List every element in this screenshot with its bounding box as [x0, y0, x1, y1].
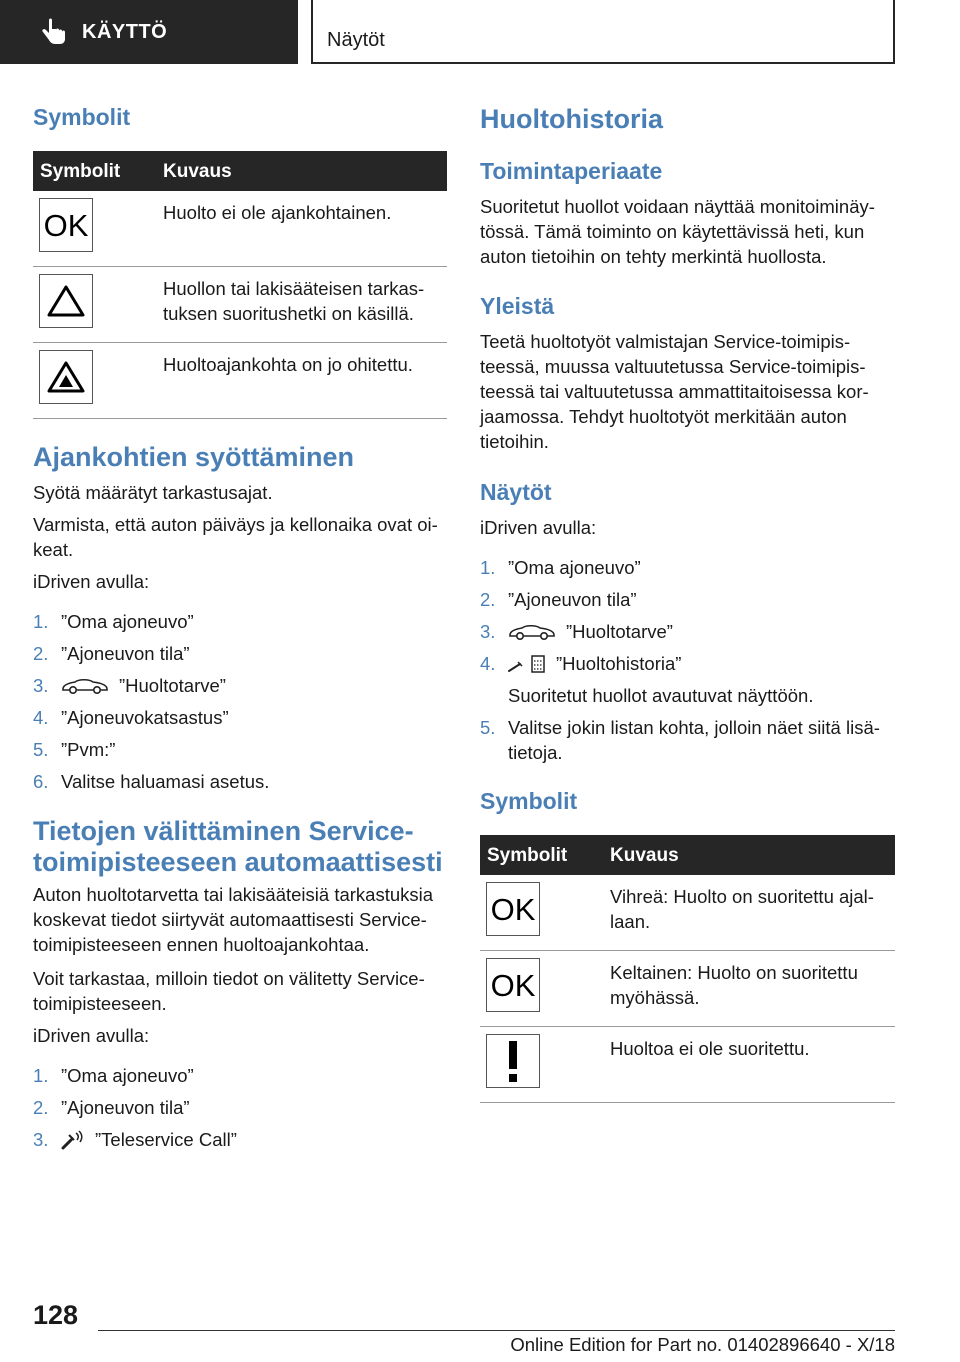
- paragraph: Voit tarkastaa, milloin tiedot on välitetty Service- toimipisteeseen.: [33, 968, 425, 1014]
- table-row: [33, 191, 447, 267]
- symbols-table-left: [33, 151, 447, 419]
- list-item: tietoja.: [508, 742, 563, 763]
- table-row: [33, 343, 447, 419]
- ok-icon: [39, 198, 93, 252]
- paragraph: iDriven avulla:: [33, 1025, 150, 1046]
- pointing-hand-icon: [38, 17, 68, 47]
- list-item: 1. ”Oma ajoneuvo”: [33, 1065, 194, 1086]
- col-symbol-header: Symbolit: [487, 845, 568, 866]
- header-section-label: Näytöt: [327, 29, 385, 51]
- service-history-icon: [508, 653, 546, 675]
- paragraph: Auton huoltotarvetta tai lakisääteisiä tarkastuksia koskevat tiedot siirtyvät automaattisesti Service- toimipisteeseen ennen huoltoajankohtaa.: [33, 884, 434, 955]
- overdue-triangle-icon: [39, 350, 93, 404]
- heading-principle: Toimintaperiaate: [480, 158, 663, 184]
- list-item: 5. Valitse jokin listan kohta, jolloin näet siitä lisä-: [480, 717, 880, 738]
- table-header: [480, 835, 895, 875]
- table-row-desc: Huolto ei ole ajankohtainen.: [163, 202, 392, 223]
- list-item: 6. Valitse haluamasi asetus.: [33, 771, 270, 792]
- list-item: 1. ”Oma ajoneuvo”: [480, 557, 641, 578]
- svg-text:OK: OK: [43, 208, 89, 243]
- wrench-signal-icon: [61, 1130, 85, 1150]
- paragraph: iDriven avulla:: [480, 517, 597, 538]
- table-row: [480, 951, 895, 1027]
- list-item: 3. ”Teleservice Call”: [33, 1129, 237, 1150]
- list-item: 2. ”Ajoneuvon tila”: [33, 1097, 190, 1118]
- table-row: [33, 267, 447, 343]
- steps-list: [33, 1063, 447, 1159]
- heading-displays: Näytöt: [480, 479, 552, 505]
- table-row: [480, 1027, 895, 1103]
- list-item: 3. ”Huoltotarve”: [480, 621, 673, 642]
- list-item: 3. ”Huoltotarve”: [33, 675, 226, 696]
- car-icon: [508, 623, 556, 641]
- header-tab: [0, 0, 298, 64]
- heading-general: Yleistä: [480, 293, 555, 319]
- svg-text:OK: OK: [490, 968, 536, 1003]
- footer-divider: [98, 1330, 895, 1331]
- header-tab-label: KÄYTTÖ: [82, 20, 168, 43]
- col-desc-header: Kuvaus: [610, 845, 679, 866]
- table-row-desc: Vihreä: Huolto on suoritettu ajal- laan.: [610, 886, 874, 932]
- steps-list: [33, 609, 447, 801]
- table-row: [480, 875, 895, 951]
- symbols-heading-left: Symbolit: [33, 104, 131, 130]
- car-icon: [61, 677, 109, 695]
- section-title-teleservice: Tietojen välittäminen Service- toimipisteeseen automaattisesti: [33, 816, 443, 877]
- list-item: 4. ”Ajoneuvokatsastus”: [33, 707, 229, 728]
- list-item: 5. ”Pvm:”: [33, 739, 116, 760]
- paragraph: Varmista, että auton päiväys ja kellonaika ovat oi- keat.: [33, 514, 438, 560]
- exclamation-icon: [486, 1034, 540, 1088]
- section-title-dates: Ajankohtien syöttäminen: [33, 442, 355, 472]
- paragraph: Teetä huoltotyöt valmistajan Service-toimipis- teessä, muussa valtuutetussa Service-toimipis- teessä tai valtuutetussa ammattitaitoisessa kor- jaamossa. Tehdyt huoltotyöt merkitään auton tietoihin.: [480, 331, 869, 452]
- list-item: 2. ”Ajoneuvon tila”: [33, 643, 190, 664]
- page-title: Huoltohistoria: [480, 104, 663, 134]
- table-row-desc: Keltainen: Huolto on suoritettu myöhässä.: [610, 962, 858, 1008]
- list-item: 2. ”Ajoneuvon tila”: [480, 589, 637, 610]
- svg-text:OK: OK: [490, 892, 536, 927]
- col-symbol-header: Symbolit: [40, 161, 121, 182]
- steps-list: [480, 555, 895, 772]
- list-item: Suoritetut huollot avautuvat näyttöön.: [508, 685, 814, 706]
- table-row-desc: Huoltoa ei ole suoritettu.: [610, 1038, 810, 1059]
- page-number: 128: [33, 1300, 79, 1330]
- ok-icon: [486, 958, 540, 1012]
- list-item: 4. ”Huoltohistoria”: [480, 653, 682, 674]
- col-desc-header: Kuvaus: [163, 161, 232, 182]
- edition-text: Online Edition for Part no. 01402896640 - X/18: [510, 1334, 895, 1355]
- warning-triangle-icon: [39, 274, 93, 328]
- table-header: [33, 151, 447, 191]
- symbols-heading-right: Symbolit: [480, 788, 578, 814]
- table-row-desc: Huollon tai lakisääteisen tarkas- tuksen suoritushetki on käsillä.: [163, 278, 425, 324]
- list-item: 1. ”Oma ajoneuvo”: [33, 611, 194, 632]
- symbols-table-right: [480, 835, 895, 1103]
- paragraph: Syötä määrätyt tarkastusajat.: [33, 482, 273, 503]
- paragraph: Suoritetut huollot voidaan näyttää monitoiminäy- tössä. Tämä toiminto on käytettävissä heti, kun auton tietoihin on tehty merkintä huollosta.: [480, 196, 875, 267]
- table-row-desc: Huoltoajankohta on jo ohitettu.: [163, 354, 413, 375]
- ok-icon: [486, 882, 540, 936]
- header-section: [311, 0, 895, 64]
- paragraph: iDriven avulla:: [33, 571, 150, 592]
